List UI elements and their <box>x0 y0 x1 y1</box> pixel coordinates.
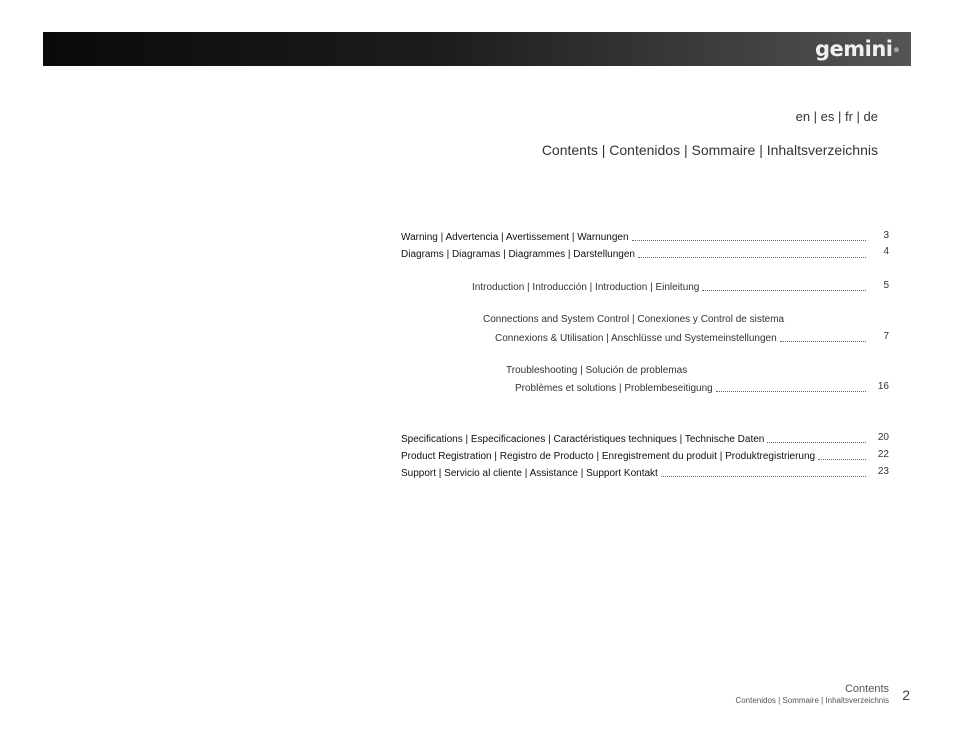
language-selector: en | es | fr | de <box>795 109 878 124</box>
toc-entry-troubleshooting[interactable] <box>515 381 866 395</box>
dot-leader <box>638 257 866 258</box>
toc-page-troubleshooting: 16 <box>877 381 889 392</box>
toc-entry-connections[interactable] <box>495 331 866 345</box>
toc-label: Introduction | Introducción | Introduction | Einleitung <box>472 282 700 293</box>
toc-page-registration: 22 <box>877 449 889 460</box>
brand-name: gemini <box>814 37 893 61</box>
dot-leader <box>632 240 866 241</box>
toc-entry-warning[interactable] <box>401 230 866 244</box>
toc-page-introduction: 5 <box>883 280 889 291</box>
dot-leader <box>767 442 866 443</box>
toc-entry-troubleshooting-line1[interactable]: Troubleshooting | Solución de problemas <box>506 365 688 376</box>
toc-entry-connections-line1[interactable]: Connections and System Control | Conexiones y Control de sistema <box>483 314 785 325</box>
toc-entry-diagrams[interactable] <box>401 247 866 261</box>
toc-label: Specifications | Especificaciones | Caractéristiques techniques | Technische Daten <box>401 434 765 445</box>
toc-entry-introduction[interactable] <box>472 280 866 294</box>
dot-leader <box>780 341 866 342</box>
brand-logo <box>815 37 899 61</box>
toc-entry-registration[interactable] <box>401 449 866 463</box>
toc-page-warning: 3 <box>883 230 889 241</box>
trademark-symbol: ® <box>893 47 899 54</box>
toc-label: Diagrams | Diagramas | Diagrammes | Darstellungen <box>401 249 635 260</box>
toc-page-diagrams: 4 <box>883 246 889 257</box>
toc-page-specifications: 20 <box>877 432 889 443</box>
toc-label: Problèmes et solutions | Problembeseitigung <box>515 383 713 394</box>
toc-label: Warning | Advertencia | Avertissement | Warnungen <box>401 232 629 243</box>
toc-label: Product Registration | Registro de Producto | Enregistrement du produit | Produktregistrierung <box>401 451 816 462</box>
dot-leader <box>702 290 866 291</box>
toc-label: Connexions & Utilisation | Anschlüsse und Systemeinstellungen <box>495 333 777 344</box>
page-number: 2 <box>902 687 910 703</box>
page-title: Contents | Contenidos | Sommaire | Inhaltsverzeichnis <box>541 142 878 158</box>
toc-label: Support | Servicio al cliente | Assistance | Support Kontakt <box>401 468 658 479</box>
footer-subtitle: Contenidos | Sommaire | Inhaltsverzeichnis <box>735 696 889 705</box>
toc-entry-specifications[interactable] <box>401 432 866 446</box>
toc-page-connections: 7 <box>883 331 889 342</box>
dot-leader <box>716 391 866 392</box>
toc-page-support: 23 <box>877 466 889 477</box>
toc-entry-support[interactable] <box>401 466 866 480</box>
dot-leader <box>661 476 866 477</box>
header-bar <box>43 32 911 66</box>
footer-title: Contents <box>844 683 889 695</box>
